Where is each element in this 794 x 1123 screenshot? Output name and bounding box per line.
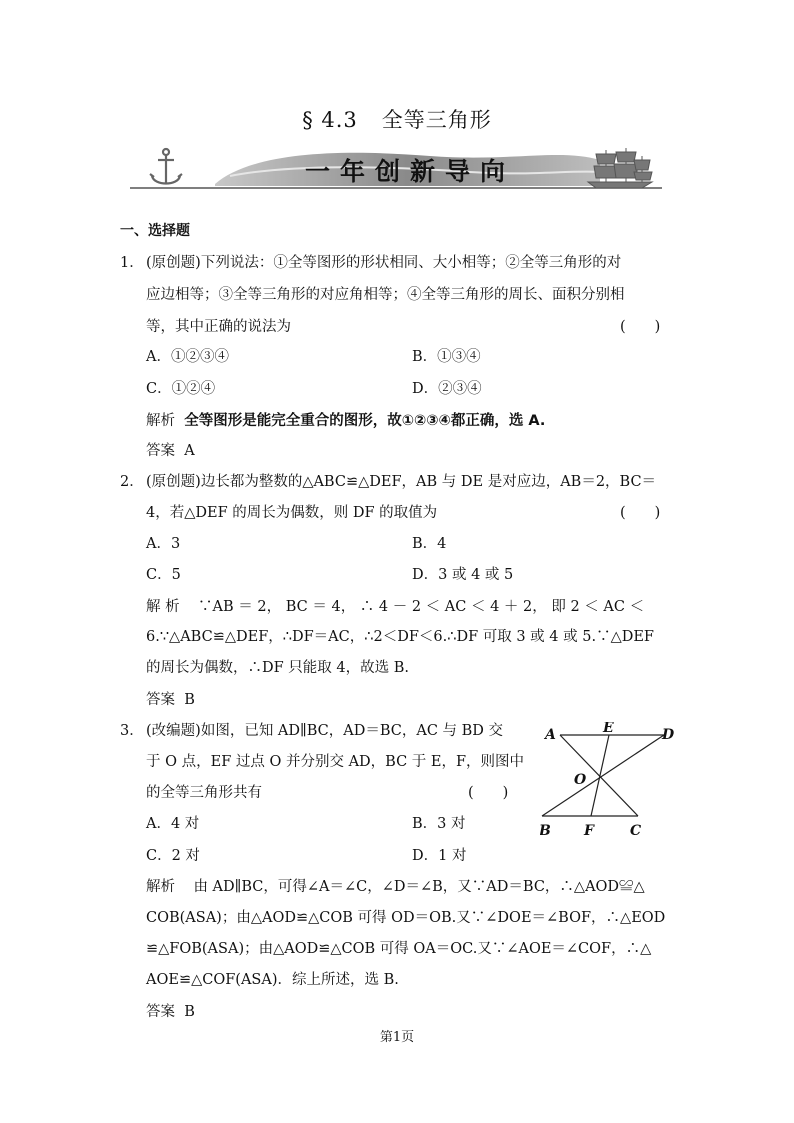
q2-analysis-label: 解 析 [146,599,180,615]
q3-analysis-line-3: ≌△FOB(ASA)；由△AOD≌△COB 可得 OA＝OC.又∵∠AOE＝∠COF，∴△ [146,941,652,957]
q1-line-2: 应边相等；③全等三角形的对应角相等；④全等三角形的周长、面积分别相 [146,287,625,303]
segment-ef [591,735,609,816]
q3-answer-value: B [184,1004,195,1020]
q2-answer-label: 答案 [146,692,175,708]
q2-number: 2． [120,474,144,490]
q3-analysis-line-2: COB(ASA)；由△AOD≌△COB 可得 OD＝OB.又∵∠DOE＝∠BOF，∴△EOD [146,910,666,926]
q3-analysis-label: 解析 [146,879,175,895]
q2-answer-value: B [184,692,195,708]
q2-option-c: C．5 [146,567,181,583]
q2-analysis-line-2: 6.∵△ABC≌△DEF，∴DF＝AC，∴2＜DF＜6.∴DF 可取 3 或 4 或 5.∵△DEF [146,629,654,645]
label-a: A [545,727,556,743]
q3-answer-blank: ( ) [468,785,509,801]
q2-option-d: D．3 或 4 或 5 [412,567,514,583]
q1-answer [146,441,195,461]
q3-figure [540,722,680,846]
q2-line-2: 4，若△DEF 的周长为偶数，则 DF 的取值为 [146,505,438,521]
q2-answer-blank: ( ) [620,505,661,521]
q1-answer-label: 答案 [146,443,175,459]
q2-analysis-text-1: ∵AB ＝ 2， BC ＝ 4， ∴ 4 － 2 ＜ AC ＜ 4 ＋ 2， 即 2 ＜ AC ＜ [198,599,645,615]
banner-title: 一年创新导向 [304,157,515,186]
page-number: 第1页 [379,1030,415,1045]
q1-analysis-label: 解析 [146,413,175,429]
q3-number: 3． [120,723,144,739]
section-heading: 一、选择题 [120,223,190,239]
q2-analysis-line-3: 的周长为偶数，∴DF 只能取 4，故选 B. [146,660,410,676]
banner [130,146,662,192]
segment-ac [560,735,638,816]
segment-bd [542,735,664,816]
q1-option-c: C．①②④ [146,381,216,397]
q3-option-b: B．3 对 [412,816,466,832]
label-d: D [662,727,675,743]
label-o: O [574,772,587,788]
label-c: C [630,823,642,839]
q2-answer [146,690,195,710]
page-title [0,104,794,134]
q3-line-2: 于 O 点，EF 过点 O 并分别交 AD，BC 于 E，F，则图中 [146,754,525,770]
section-title: 全等三角形 [381,108,492,132]
q3-option-c: C．2 对 [146,848,200,864]
q3-answer [146,1002,195,1022]
q3-analysis-line-1 [146,877,645,897]
q1-option-a: A．①②③④ [146,349,229,365]
q3-answer-label: 答案 [146,1004,175,1020]
q1-analysis-text: 全等图形是能完全重合的图形，故①②③④都正确，选 A. [184,413,546,429]
label-f: F [584,823,594,839]
q1-option-d: D．②③④ [412,381,482,397]
q2-line-1: (原创题)边长都为整数的△ABC≌△DEF，AB 与 DE 是对应边，AB＝2，BC＝ [146,474,657,490]
label-e: E [603,722,614,736]
q1-answer-blank: ( ) [620,319,661,335]
q1-option-b: B．①③④ [412,349,481,365]
q1-analysis [146,411,545,431]
q3-analysis-text-1: 由 AD∥BC，可得∠A＝∠C，∠D＝∠B，又∵AD＝BC，∴△AOD≌△ [193,879,645,895]
ship-icon [588,148,652,188]
q2-option-a: A．3 [146,536,181,552]
q3-option-d: D．1 对 [412,848,467,864]
q1-line-1: (原创题)下列说法：①全等图形的形状相同、大小相等；②全等三角形的对 [146,255,622,271]
section-number: § 4.3 [302,108,358,132]
q2-analysis-line-1 [146,597,644,617]
q3-line-3: 的全等三角形共有 [146,785,262,801]
anchor-icon [150,149,182,184]
label-b: B [540,823,551,839]
q3-option-a: A．4 对 [146,816,200,832]
q3-analysis-line-4: AOE≌△COF(ASA)．综上所述，选 B. [146,972,399,988]
q1-answer-value: A [184,443,195,459]
q2-option-b: B．4 [412,536,447,552]
q1-line-3: 等，其中正确的说法为 [146,319,291,335]
q3-line-1: (改编题)如图，已知 AD∥BC，AD＝BC，AC 与 BD 交 [146,723,504,739]
q1-number: 1． [120,255,144,271]
